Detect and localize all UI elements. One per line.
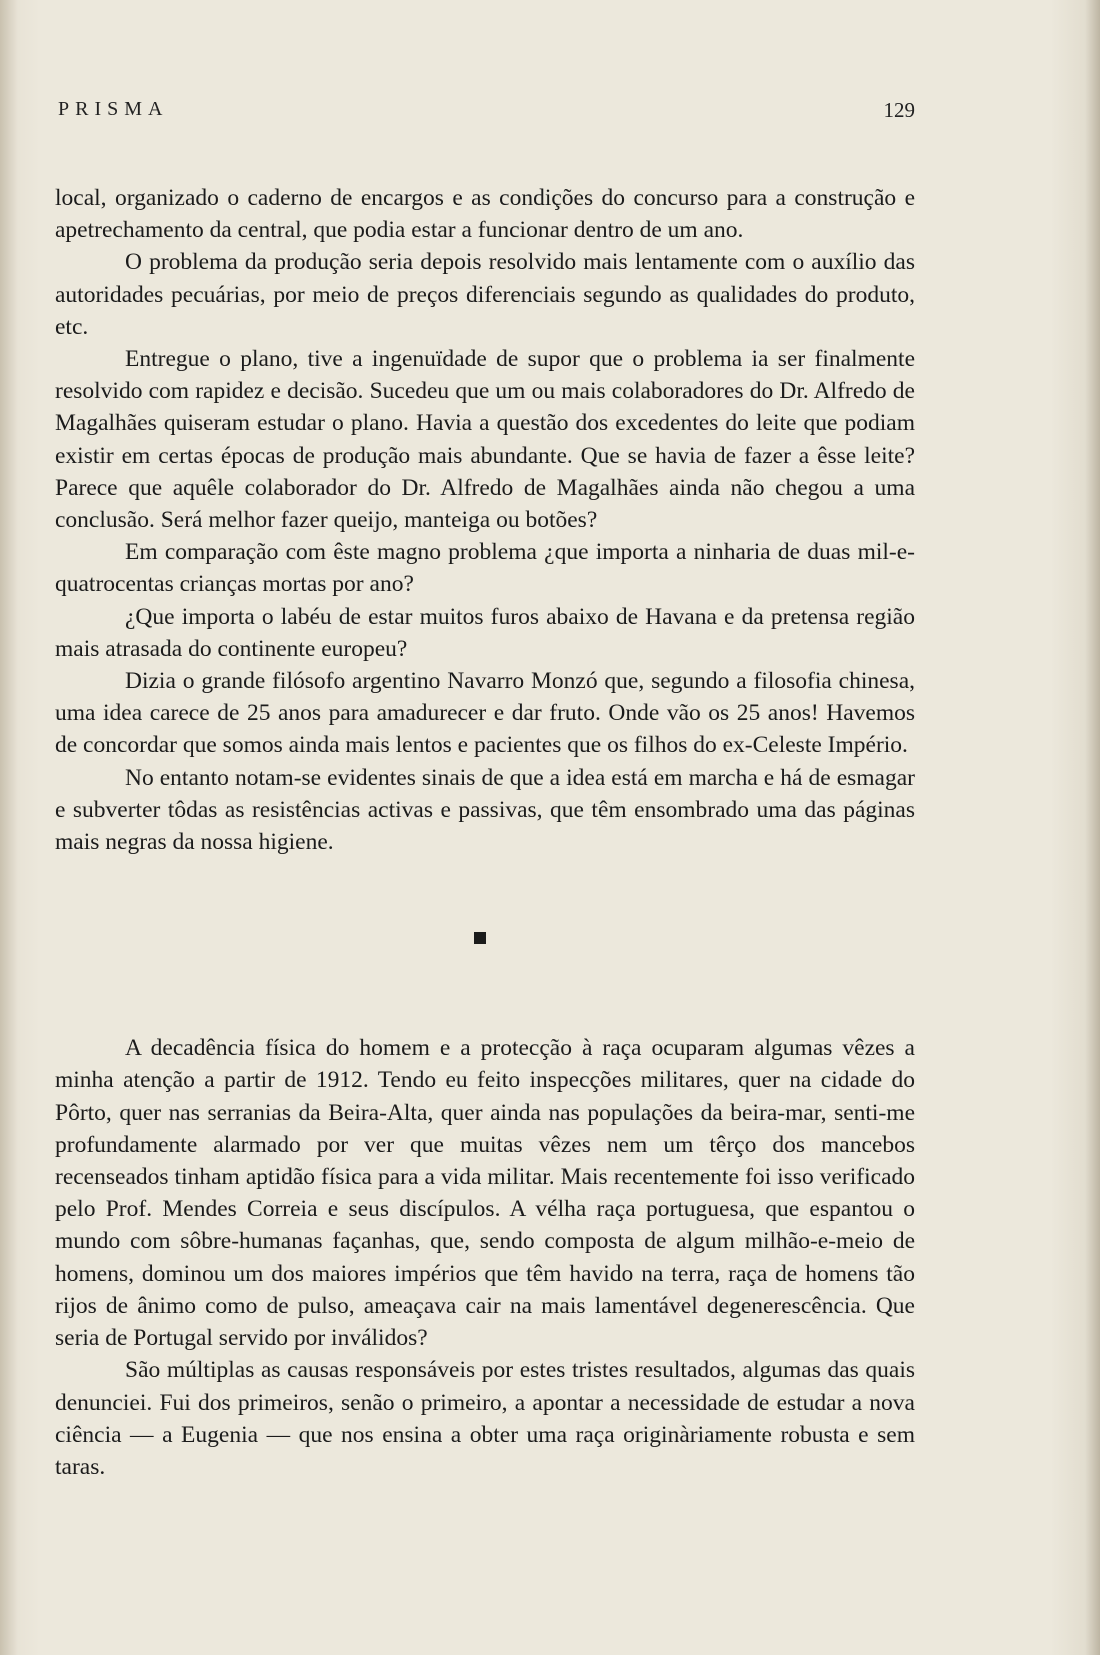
paragraph: O problema da produção seria depois resolvido mais lentamente com o auxílio das autoridades pecuárias, por meio de preços diferenciais segundo as qualidades do produto, etc. (55, 249, 915, 340)
paragraph: Entregue o plano, tive a ingenuïdade de supor que o problema ia ser finalmente resolvido com rapidez e decisão. Sucedeu que um ou mais colaboradores do Dr. Alfredo de Magalhães quiseram estudar o plano. Havia a questão dos excedentes do leite que podiam existir em certas épocas de produção mais abundante. Que se havia de fazer a êsse leite? Parece que aquêle colaborador do Dr. Alfredo de Magalhães ainda não chegou a uma conclusão. Será melhor fazer queijo, manteiga ou botões? (55, 346, 915, 534)
paragraph: Em comparação com êste magno problema ¿que importa a ninharia de duas mil-e-quatrocentas crianças mortas por ano? (55, 539, 915, 598)
paragraph: local, organizado o caderno de encargos e as condições do concurso para a construção e apetrechamento da central, que podia estar a funcionar dentro de um ano. (55, 185, 915, 244)
paragraph: A decadência física do homem e a protecção à raça ocuparam algumas vêzes a minha atenção a partir de 1912. Tendo eu feito inspecções militares, quer na cidade do Pôrto, quer nas serranias da Beira-Alta, quer ainda nas populações da beira-mar, senti-me profundamente alarmado por ver que muitas vêzes nem um têrço dos mancebos recenseados tinham aptidão física para a vida militar. Mais recentemente foi isso verificado pelo Prof. Mendes Correia e seus discípulos. A vélha raça portuguesa, que espantou o mundo com sôbre-humanas façanhas, que, sendo composta de algum milhão-e-meio de homens, dominou um dos maiores impérios que têm havido na terra, raça de homens tão rijos de ânimo como de pulso, ameaçava cair na mais lamentável degenerescência. Que seria de Portugal servido por inválidos? (55, 1035, 915, 1352)
section-separator (55, 858, 915, 1032)
paragraph: Dizia o grande filósofo argentino Navarro Monzó que, segundo a filosofia chinesa, uma idea carece de 25 anos para amadurecer e dar fruto. Onde vão os 25 anos! Havemos de concordar que somos ainda mais lentos e pacientes que os filhos do ex-Celeste Império. (55, 668, 915, 759)
running-head: PRISMA (58, 98, 169, 120)
paragraph: ¿Que importa o labéu de estar muitos furos abaixo de Havana e da pretensa região mais atrasada do continente europeu? (55, 603, 915, 662)
paragraph: São múltiplas as causas responsáveis por estes tristes resultados, algumas das quais denunciei. Fui dos primeiros, senão o primeiro, a apontar a necessidade de estudar a nova ciência — a Eugenia — que nos ensina a obter uma raça originàriamente robusta e sem taras. (55, 1357, 915, 1480)
paragraph: No entanto notam-se evidentes sinais de que a idea está em marcha e há de esmagar e subverter tôdas as resistências activas e passivas, que têm ensombrado uma das páginas mais negras da nossa higiene. (55, 764, 915, 856)
page-header (58, 98, 915, 128)
separator-square-icon (474, 932, 486, 944)
page-number: 129 (883, 98, 915, 122)
body-text (55, 182, 915, 1483)
